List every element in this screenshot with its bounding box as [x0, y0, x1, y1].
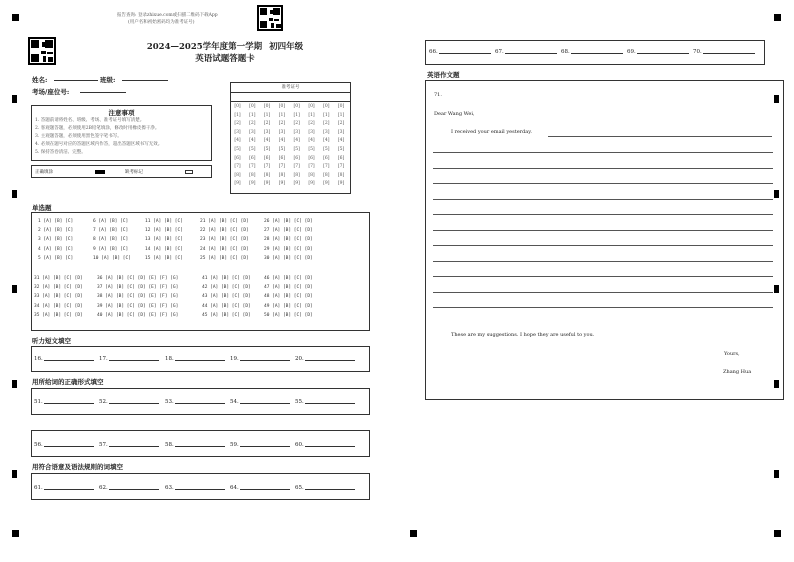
qr-code-icon — [257, 5, 283, 31]
question-number: 70. — [693, 49, 702, 55]
question-number: 51. — [34, 399, 43, 405]
exam-id-bubble[interactable]: [4] — [323, 138, 330, 144]
corner-mark-tr — [774, 14, 781, 21]
exam-id-bubble[interactable]: [1] — [323, 112, 330, 118]
question-number: 60. — [295, 442, 304, 448]
exam-id-bubble[interactable]: [7] — [293, 164, 300, 170]
seat-field[interactable] — [80, 92, 126, 93]
exam-id-bubble[interactable]: [9] — [308, 181, 315, 187]
blank-item[interactable] — [429, 49, 438, 55]
exam-id-bubble[interactable]: [5] — [263, 146, 271, 152]
choice-question[interactable]: 22 [A] [B] [C] [D] — [200, 228, 249, 234]
missing-mark-checkbox[interactable] — [185, 170, 193, 174]
choice-question[interactable]: 39 [A] [B] [C] [D] [E] [F] [G] — [97, 303, 179, 309]
blank-item[interactable] — [230, 356, 239, 362]
choice-question[interactable]: 15 [A] [B] [C] — [145, 255, 183, 261]
choice-question[interactable]: 35 [A] [B] [C] [D] — [34, 312, 83, 318]
word-form-box — [31, 388, 370, 415]
essay-opening: I received your email yesterday. — [451, 129, 532, 135]
choice-question[interactable]: 38 [A] [B] [C] [D] [E] [F] [G] — [97, 294, 179, 300]
blank-item[interactable] — [165, 356, 174, 362]
exam-id-bubble[interactable]: [6] — [234, 155, 241, 161]
choice-question[interactable]: 33 [A] [B] [C] [D] — [34, 294, 83, 300]
right-top-row — [426, 49, 764, 59]
exam-id-bubble[interactable]: [7] — [308, 164, 315, 170]
exam-id-bubble[interactable]: [2] — [293, 121, 300, 127]
blank-item[interactable] — [230, 399, 239, 405]
blank-item[interactable] — [165, 485, 174, 491]
blank-item[interactable] — [693, 49, 702, 55]
choice-question[interactable]: 45 [A] [B] [C] [D] — [202, 312, 251, 318]
choice-question[interactable]: 2 [A] [B] [C] — [38, 228, 74, 234]
blank-item[interactable] — [99, 485, 108, 491]
question-number: 52. — [99, 399, 108, 405]
blank-item[interactable] — [99, 442, 108, 448]
exam-id-title: 准考证号 — [281, 85, 300, 90]
blank-item[interactable] — [34, 356, 43, 362]
exam-id-bubble[interactable]: [0] — [293, 104, 300, 109]
side-mark — [12, 470, 17, 478]
choice-question[interactable]: 3 [A] [B] [C] — [38, 237, 74, 243]
exam-id-bubble[interactable]: [3] — [278, 129, 286, 135]
exam-id-bubble[interactable]: [8] — [249, 172, 256, 178]
blank-item[interactable] — [34, 442, 43, 448]
word-form-row — [32, 399, 369, 409]
essay-writing-line[interactable] — [433, 152, 773, 153]
choice-question[interactable]: 36 [A] [B] [C] [D] [E] [F] [G] — [97, 276, 179, 281]
exam-id-bubble[interactable]: [9] — [263, 181, 271, 187]
exam-id-bubble[interactable]: [0] — [234, 104, 241, 109]
question-number: 59. — [230, 442, 239, 448]
question-number: 17. — [99, 356, 108, 362]
name-field[interactable] — [54, 80, 98, 81]
exam-id-column[interactable] — [233, 103, 242, 189]
choice-question[interactable]: 48 [A] [B] [C] [D] — [264, 294, 313, 300]
blank-item[interactable] — [495, 49, 504, 55]
exam-id-bubble[interactable]: [4] — [249, 138, 256, 144]
cloze-row — [32, 485, 369, 495]
exam-id-bubble[interactable]: [3] — [308, 129, 315, 135]
exam-id-bubble[interactable]: [3] — [234, 129, 241, 135]
correct-fill-swatch — [95, 170, 105, 174]
notes-item: 5. 保持答卷清洁、完整。 — [35, 150, 86, 155]
question-number: 54. — [230, 399, 239, 405]
blank-item[interactable] — [99, 399, 108, 405]
question-number: 69. — [627, 49, 636, 55]
school-year: 2024—2025学年度第一学期 — [146, 42, 263, 52]
question-number: 68. — [561, 49, 570, 55]
choice-question[interactable]: 23 [A] [B] [C] [D] — [200, 237, 249, 243]
exam-id-bubble[interactable]: [5] — [323, 146, 330, 152]
listening-row — [32, 356, 369, 366]
exam-id-bubble[interactable]: [8] — [323, 172, 330, 178]
exam-id-bubble[interactable]: [9] — [249, 181, 256, 187]
choice-question[interactable]: 14 [A] [B] [C] — [145, 246, 183, 252]
question-number: 61. — [34, 485, 43, 491]
choice-question[interactable]: 40 [A] [B] [C] [D] [E] [F] [G] — [97, 312, 179, 318]
notes-item: 4. 必须在题号对应的答题区域内作答，超出答题区域书写无效。 — [35, 142, 163, 147]
corner-mark-bm — [410, 530, 417, 537]
exam-id-header-line — [231, 92, 350, 93]
choice-question[interactable]: 5 [A] [B] [C] — [38, 255, 74, 261]
blank-item[interactable] — [295, 399, 304, 405]
exam-id-bubble[interactable]: [4] — [337, 138, 345, 144]
section-single-choice-title: 单选题 — [32, 204, 52, 212]
choice-question[interactable]: 24 [A] [B] [C] [D] — [200, 246, 249, 252]
correct-fill-label: 正确填涂 — [35, 170, 53, 175]
exam-id-bubble[interactable]: [6] — [278, 155, 286, 161]
exam-id-column[interactable] — [292, 103, 301, 189]
exam-id-bubble[interactable]: [6] — [323, 155, 330, 161]
choice-question[interactable]: 11 [A] [B] [C] — [145, 219, 183, 224]
blank-item[interactable] — [627, 49, 636, 55]
exam-id-bubble[interactable]: [7] — [249, 164, 256, 170]
essay-writing-line[interactable] — [433, 245, 773, 246]
exam-id-write-row — [231, 101, 350, 102]
choice-question[interactable]: 49 [A] [B] [C] [D] — [264, 303, 313, 309]
exam-id-bubble[interactable]: [4] — [278, 138, 286, 144]
section-cloze-title: 用符合语意及语法规则的词填空 — [32, 463, 123, 471]
essay-signature: Zhang Hua — [723, 369, 752, 375]
exam-id-bubble[interactable]: [9] — [337, 181, 345, 187]
exam-id-bubble[interactable]: [0] — [323, 104, 330, 109]
essay-writing-line[interactable] — [433, 214, 773, 215]
question-number: 67. — [495, 49, 504, 55]
exam-id-bubble[interactable]: [1] — [278, 112, 286, 118]
exam-id-bubble[interactable]: [7] — [337, 164, 345, 170]
exam-id-bubble[interactable]: [6] — [249, 155, 256, 161]
choice-grid[interactable] — [32, 213, 369, 330]
essay-writing-line[interactable] — [433, 199, 773, 200]
essay-greeting: Dear Wang Wei, — [434, 111, 475, 117]
exam-id-bubble[interactable]: [1] — [293, 112, 300, 118]
right-top-fill-box — [425, 40, 765, 65]
question-number: 64. — [230, 485, 239, 491]
blank-item[interactable] — [34, 399, 43, 405]
exam-id-bubble[interactable]: [6] — [293, 155, 300, 161]
exam-id-column[interactable] — [263, 103, 272, 189]
page-title — [120, 40, 330, 52]
side-mark — [774, 470, 779, 478]
exam-id-bubble[interactable]: [4] — [308, 138, 315, 144]
section-listening-title: 听力短文填空 — [32, 337, 71, 345]
exam-id-bubble[interactable]: [8] — [337, 172, 345, 178]
choice-question[interactable]: 10 [A] [B] [C] — [93, 255, 131, 261]
exam-id-bubble[interactable]: [3] — [323, 129, 330, 135]
question-number: 56. — [34, 442, 43, 448]
section-word-form-title: 用所给词的正确形式填空 — [32, 378, 104, 386]
exam-id-bubble[interactable]: [2] — [234, 121, 241, 127]
exam-id-bubble[interactable]: [0] — [263, 104, 271, 109]
exam-id-column[interactable] — [307, 103, 316, 189]
exam-id-bubble[interactable]: [5] — [278, 146, 286, 152]
blank-item[interactable] — [295, 356, 304, 362]
exam-id-bubble[interactable]: [0] — [337, 104, 345, 109]
question-number: 58. — [165, 442, 174, 448]
choice-question[interactable]: 26 [A] [B] [C] [D] — [264, 219, 313, 224]
exam-id-bubble[interactable]: [5] — [337, 146, 345, 152]
page-subtitle: 英语试题答题卡 — [195, 54, 255, 64]
exam-id-column[interactable] — [322, 103, 331, 189]
essay-writing-line[interactable] — [433, 183, 773, 184]
grade: 初四年级 — [269, 42, 304, 52]
notes-item: 2. 客观题答题，必须使用2B铅笔填涂，修改时用橡皮擦干净。 — [35, 126, 160, 131]
essay-writing-line[interactable] — [433, 168, 773, 169]
exam-id-bubble[interactable]: [1] — [308, 112, 315, 118]
notes-title: 注意事项 — [108, 109, 135, 117]
question-number: 18. — [165, 356, 174, 362]
exam-id-bubble[interactable]: [0] — [308, 104, 315, 109]
class-field[interactable] — [122, 80, 168, 81]
choice-question[interactable]: 34 [A] [B] [C] [D] — [34, 303, 83, 309]
exam-id-bubble[interactable]: [5] — [308, 146, 315, 152]
section-essay-title: 英语作文题 — [427, 71, 460, 79]
fill-example-box — [31, 165, 212, 178]
question-number: 65. — [295, 485, 304, 491]
exam-id-bubble[interactable]: [5] — [249, 146, 256, 152]
question-number: 57. — [99, 442, 108, 448]
notes-box — [31, 105, 212, 161]
essay-opening-line[interactable] — [548, 136, 772, 137]
exam-id-bubble[interactable]: [4] — [263, 138, 271, 144]
exam-id-bubble[interactable]: [6] — [263, 155, 271, 161]
exam-id-box — [230, 82, 351, 194]
blank-item[interactable] — [295, 485, 304, 491]
exam-id-bubble[interactable]: [5] — [293, 146, 300, 152]
choice-question[interactable]: 8 [A] [B] [C] — [93, 237, 129, 243]
choice-question[interactable]: 12 [A] [B] [C] — [145, 228, 183, 234]
blank-item[interactable] — [230, 442, 239, 448]
question-number: 53. — [165, 399, 174, 405]
exam-id-bubble[interactable]: [7] — [278, 164, 286, 170]
report-notice-line2: (用户名和初始密码均为准考证号) — [128, 20, 195, 25]
blank-item[interactable] — [561, 49, 570, 55]
name-label: 姓名: — [32, 76, 48, 84]
side-mark — [12, 285, 17, 293]
essay-closing: These are my suggestions. I hope they are useful to you. — [451, 332, 595, 338]
report-notice-line1: 报告查询: 登录zhixue.com或扫描二维码下载App — [117, 13, 218, 18]
exam-id-bubble[interactable]: [8] — [263, 172, 271, 178]
exam-id-bubble[interactable]: [2] — [323, 121, 330, 127]
single-choice-box — [31, 212, 370, 331]
exam-id-bubble[interactable]: [3] — [249, 129, 256, 135]
essay-writing-line[interactable] — [433, 230, 773, 231]
word-form-box-2 — [31, 430, 370, 457]
corner-mark-br — [774, 530, 781, 537]
choice-question[interactable]: 1 [A] [B] [C] — [38, 219, 74, 224]
exam-id-bubble[interactable]: [6] — [337, 155, 345, 161]
missing-mark-label: 缺考标记 — [125, 170, 143, 175]
choice-question[interactable]: 47 [A] [B] [C] [D] — [264, 285, 313, 291]
blank-item[interactable] — [34, 485, 43, 491]
corner-mark-bl — [12, 530, 19, 537]
question-number: 55. — [295, 399, 304, 405]
exam-id-bubble[interactable]: [2] — [263, 121, 271, 127]
choice-question[interactable]: 41 [A] [B] [C] [D] — [202, 276, 251, 281]
essay-writing-line[interactable] — [433, 292, 773, 293]
choice-question[interactable]: 43 [A] [B] [C] [D] — [202, 294, 251, 300]
listening-box — [31, 346, 370, 372]
side-mark — [12, 190, 17, 198]
class-label: 班级: — [100, 76, 116, 84]
exam-id-bubble[interactable]: [2] — [249, 121, 256, 127]
exam-id-bubble[interactable]: [6] — [308, 155, 315, 161]
choice-question[interactable]: 7 [A] [B] [C] — [93, 228, 129, 234]
exam-id-bubble[interactable]: [3] — [337, 129, 345, 135]
choice-question[interactable]: 9 [A] [B] [C] — [93, 246, 129, 252]
choice-question[interactable]: 44 [A] [B] [C] [D] — [202, 303, 251, 309]
exam-id-bubble[interactable]: [5] — [234, 146, 241, 152]
exam-id-bubble[interactable]: [9] — [278, 181, 286, 187]
exam-id-bubble[interactable]: [1] — [337, 112, 345, 118]
exam-id-digit-grid[interactable] — [233, 103, 350, 193]
blank-item[interactable] — [99, 356, 108, 362]
exam-id-column[interactable] — [277, 103, 286, 189]
exam-id-bubble[interactable]: [2] — [278, 121, 286, 127]
exam-id-bubble[interactable]: [7] — [234, 164, 241, 170]
choice-question[interactable]: 27 [A] [B] [C] [D] — [264, 228, 313, 234]
exam-id-bubble[interactable]: [9] — [323, 181, 330, 187]
question-number: 62. — [99, 485, 108, 491]
exam-id-bubble[interactable]: [7] — [323, 164, 330, 170]
blank-item[interactable] — [230, 485, 239, 491]
word-form-row — [32, 442, 369, 452]
essay-number: 71. — [434, 92, 442, 98]
exam-id-bubble[interactable]: [8] — [234, 172, 241, 178]
blank-item[interactable] — [165, 442, 174, 448]
question-number: 63. — [165, 485, 174, 491]
exam-id-bubble[interactable]: [8] — [278, 172, 286, 178]
essay-writing-line[interactable] — [433, 307, 773, 308]
choice-question[interactable]: 32 [A] [B] [C] [D] — [34, 285, 83, 291]
choice-question[interactable]: 28 [A] [B] [C] [D] — [264, 237, 313, 243]
notes-item: 1. 答题前请将姓名、班级、考场、准考证号填写清楚。 — [35, 118, 145, 123]
exam-id-bubble[interactable]: [3] — [263, 129, 271, 135]
exam-id-bubble[interactable]: [0] — [278, 104, 286, 109]
choice-question[interactable]: 25 [A] [B] [C] [D] — [200, 255, 249, 261]
cloze-box — [31, 473, 370, 500]
choice-question[interactable]: 37 [A] [B] [C] [D] [E] [F] [G] — [97, 285, 179, 291]
choice-question[interactable]: 21 [A] [B] [C] [D] — [200, 219, 249, 224]
exam-id-bubble[interactable]: [9] — [293, 181, 300, 187]
choice-question[interactable]: 50 [A] [B] [C] [D] — [264, 312, 313, 318]
choice-question[interactable]: 46 [A] [B] [C] [D] — [264, 276, 313, 281]
choice-question[interactable]: 31 [A] [B] [C] [D] — [34, 276, 83, 281]
exam-id-bubble[interactable]: [2] — [337, 121, 345, 127]
essay-writing-line[interactable] — [433, 276, 773, 277]
seat-label: 考场/座位号: — [32, 88, 70, 96]
exam-id-bubble[interactable]: [3] — [293, 129, 300, 135]
corner-mark-tl — [12, 14, 19, 21]
choice-question[interactable]: 6 [A] [B] [C] — [93, 219, 129, 224]
notes-item: 3. 主观题答题，必须使用黑色签字笔书写。 — [35, 134, 122, 139]
exam-id-bubble[interactable]: [1] — [249, 112, 256, 118]
exam-id-bubble[interactable]: [8] — [293, 172, 300, 178]
side-mark — [12, 95, 17, 103]
choice-question[interactable]: 30 [A] [B] [C] [D] — [264, 255, 313, 261]
question-number: 66. — [429, 49, 438, 55]
choice-question[interactable]: 29 [A] [B] [C] [D] — [264, 246, 313, 252]
choice-question[interactable]: 42 [A] [B] [C] [D] — [202, 285, 251, 291]
exam-id-bubble[interactable]: [2] — [308, 121, 315, 127]
blank-item[interactable] — [165, 399, 174, 405]
essay-writing-line[interactable] — [433, 261, 773, 262]
exam-id-column[interactable] — [337, 103, 346, 189]
side-mark — [12, 380, 17, 388]
exam-id-bubble[interactable]: [1] — [263, 112, 271, 118]
exam-id-column[interactable] — [248, 103, 257, 189]
question-number: 16. — [34, 356, 43, 362]
question-number: 20. — [295, 356, 304, 362]
exam-id-bubble[interactable]: [1] — [234, 112, 241, 118]
exam-id-bubble[interactable]: [7] — [263, 164, 271, 170]
exam-id-bubble[interactable]: [4] — [234, 138, 241, 144]
student-qr-code-icon — [28, 37, 56, 65]
exam-id-bubble[interactable]: [4] — [293, 138, 300, 144]
blank-item[interactable] — [295, 442, 304, 448]
question-number: 19. — [230, 356, 239, 362]
exam-id-bubble[interactable]: [0] — [249, 104, 256, 109]
choice-question[interactable]: 4 [A] [B] [C] — [38, 246, 74, 252]
exam-id-bubble[interactable]: [9] — [234, 181, 241, 187]
exam-id-bubble[interactable]: [8] — [308, 172, 315, 178]
choice-question[interactable]: 13 [A] [B] [C] — [145, 237, 183, 243]
essay-signoff: Yours, — [724, 351, 740, 357]
